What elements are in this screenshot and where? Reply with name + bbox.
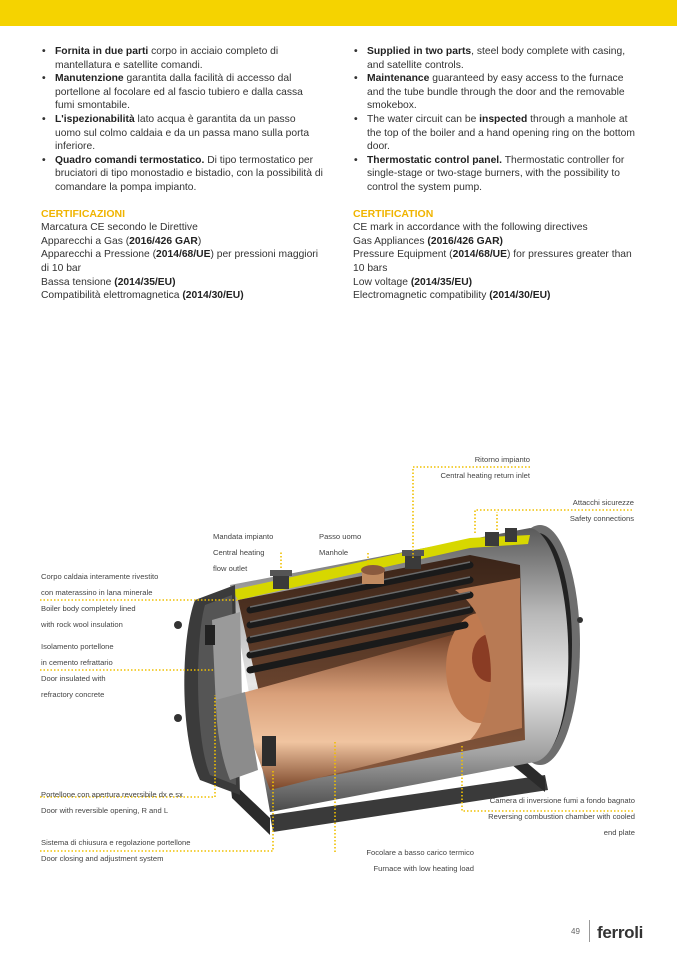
cert-line: Gas Appliances (2016/426 GAR) bbox=[353, 235, 503, 247]
cert-line: Pressure Equipment (2014/68/UE) for pressures greater than 10 bars bbox=[353, 249, 632, 274]
cert-line: Electromagnetic compatibility (2014/30/EU) bbox=[353, 290, 551, 302]
bullet-item: • Manutenzione garantita dalla facilità di accesso dal portellone al focolare ed al fascio tubiero e dalla cassa fumi smontabile. bbox=[41, 72, 323, 113]
label-portellone: Portellone con apertura reversibile dx e sx Door with reversible opening, R and L bbox=[41, 790, 183, 815]
label-passo-uomo: Passo uomo Manhole bbox=[319, 532, 362, 557]
cert-line: Marcatura CE secondo le Direttive bbox=[41, 222, 198, 234]
italian-bullets bbox=[41, 45, 323, 195]
italian-column bbox=[41, 45, 323, 303]
footer-divider bbox=[589, 920, 590, 942]
bullet-item: • Quadro comandi termostatico. Di tipo termostatico per bruciatori di tipo monostadio e bistadio, con la possibilità di comandare la pompa impianto. bbox=[41, 154, 323, 195]
bullet-item: • L'ispezionabilità lato acqua è garantita da un passo uomo sul colmo caldaia e da un passa mano sulla porta inferiore. bbox=[41, 113, 323, 154]
label-attacchi: Attacchi sicurezze Safety connections bbox=[569, 498, 634, 523]
cert-line: Compatibilità elettromagnetica (2014/30/EU) bbox=[41, 290, 244, 302]
english-bullets bbox=[353, 45, 643, 195]
cert-line: Apparecchi a Gas (2016/426 GAR) bbox=[41, 235, 202, 247]
label-sistema-chiusura: Sistema di chiusura e regolazione portellone Door closing and adjustment system bbox=[41, 838, 191, 863]
bullet-item: • Maintenance guaranteed by easy access to the furnace and the tube bundle through the door and the removable smokebox. bbox=[353, 72, 643, 113]
certification-title: CERTIFICATION bbox=[353, 207, 434, 220]
certificazioni-title: CERTIFICAZIONI bbox=[41, 207, 125, 220]
ferroli-logo: ferroli bbox=[597, 923, 644, 942]
bullet-item: • Fornita in due parti corpo in acciaio completo di mantellatura e satellite comandi. bbox=[41, 45, 323, 72]
cert-line: Bassa tensione (2014/35/EU) bbox=[41, 276, 176, 288]
label-corpo-caldaia: Corpo caldaia interamente rivestito con materassino in lana minerale Boiler body completely lined with rock wool insulation bbox=[41, 572, 159, 629]
bullet-item: • The water circuit can be inspected through a manhole at the top of the boiler and a hand opening ring on the bottom door. bbox=[353, 113, 643, 154]
page-number: 49 bbox=[571, 927, 580, 936]
label-camera-inversione: Camera di inversione fumi a fondo bagnato Reversing combustion chamber with cooled end plate bbox=[488, 796, 635, 837]
top-yellow-bar bbox=[0, 0, 677, 26]
label-isolamento: Isolamento portellone in cemento refrattario Door insulated with refractory concrete bbox=[41, 642, 114, 699]
english-column bbox=[353, 45, 643, 303]
label-focolare: Focolare a basso carico termico Furnace with low heating load bbox=[366, 848, 474, 873]
cert-line: CE mark in accordance with the following directives bbox=[353, 222, 588, 234]
label-ritorno: Ritorno impianto Central heating return inlet bbox=[440, 455, 530, 480]
bullet-item: • Supplied in two parts, steel body complete with casing, and satellite controls. bbox=[353, 45, 643, 72]
label-mandata: Mandata impianto Central heating flow outlet bbox=[213, 532, 274, 573]
cert-line: Low voltage (2014/35/EU) bbox=[353, 276, 473, 288]
cert-line: Apparecchi a Pressione (2014/68/UE) per pressioni maggiori di 10 bar bbox=[41, 249, 319, 274]
bullet-item: • Thermostatic control panel. Thermostatic controller for single-stage or two-stage burners, with the possibility to control the system pump. bbox=[353, 154, 643, 195]
